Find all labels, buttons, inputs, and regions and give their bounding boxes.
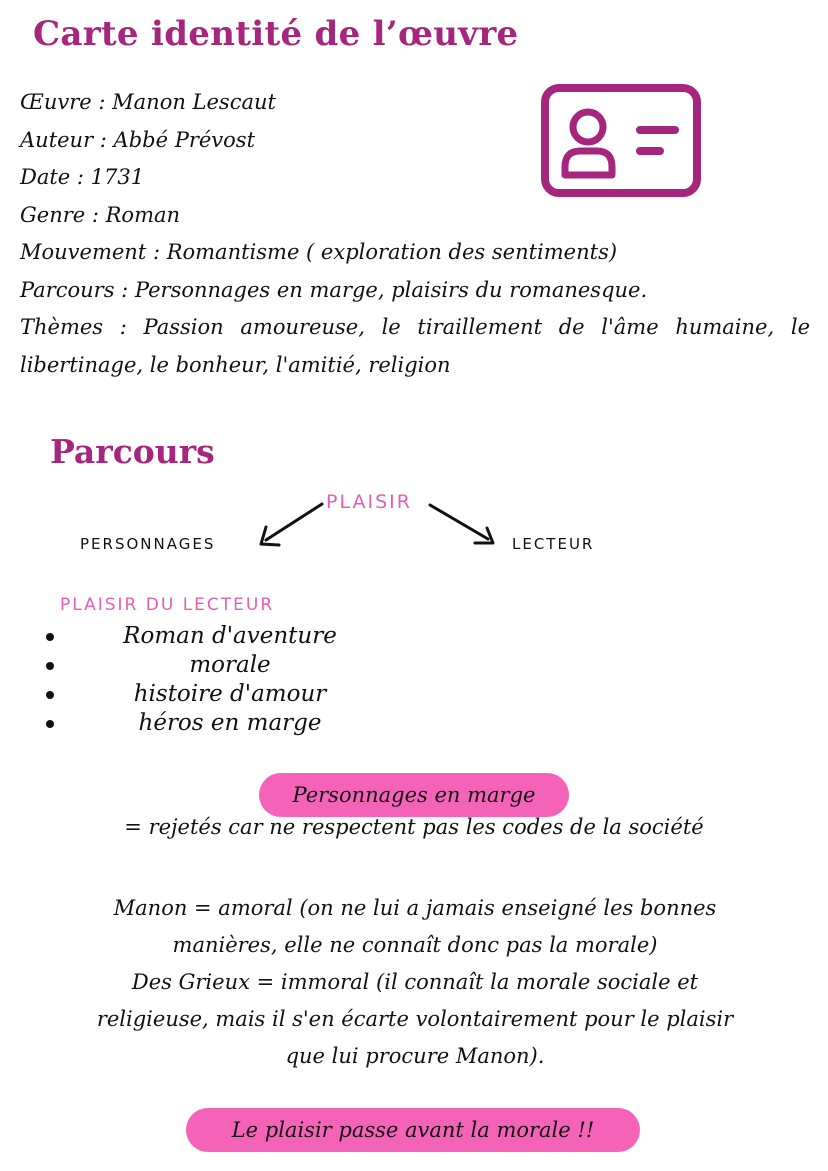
highlight-conclusion: Le plaisir passe avant la morale !!	[186, 1108, 640, 1152]
characters-paragraph	[25, 890, 805, 1075]
arrow-right-head	[475, 528, 493, 543]
highlight-personnages-en-marge: Personnages en marge	[259, 773, 569, 817]
info-themes: Thèmes : Passion amoureuse, le tiraillement de l'âme humaine, le libertinage, le bonheur, l'amitié, religion	[20, 315, 810, 377]
arrow-left-head	[261, 527, 279, 545]
arrow-left	[266, 504, 322, 540]
list-item: morale	[40, 651, 380, 680]
list-item: héros en marge	[40, 709, 380, 738]
definition-line: = rejetés car ne respectent pas les codes de la société	[124, 815, 704, 839]
subheading-plaisir-lecteur: PLAISIR DU LECTEUR	[60, 595, 275, 615]
arrow-right	[430, 505, 488, 539]
bullet-dot-icon	[46, 691, 54, 699]
manon-line-2: manières, elle ne connaît donc pas la morale)	[172, 933, 658, 957]
info-genre: Genre : Roman	[20, 202, 181, 227]
list-item: histoire d'amour	[40, 680, 380, 709]
info-oeuvre: Œuvre : Manon Lescaut	[20, 90, 276, 114]
section-title-parcours: Parcours	[50, 432, 215, 471]
bullet-list	[40, 622, 380, 738]
bullet-dot-icon	[46, 633, 54, 641]
branch-personnages: PERSONNAGES	[80, 535, 216, 553]
manon-line-1: Manon = amoral (on ne lui a jamais enseigné les bonnes	[113, 896, 717, 920]
branch-lecteur: LECTEUR	[512, 535, 595, 553]
grieux-line-2: religieuse, mais il s'en écarte volontairement pour le plaisir	[96, 1007, 734, 1031]
info-mouvement: Mouvement : Romantisme ( exploration des sentiments)	[20, 240, 618, 264]
bullet-dot-icon	[46, 720, 54, 728]
plaisir-center-label: PLAISIR	[326, 491, 412, 513]
bullet-dot-icon	[46, 662, 54, 670]
info-parcours: Parcours : Personnages en marge, plaisirs du romanesque.	[20, 277, 648, 302]
grieux-line-3: que lui procure Manon).	[285, 1044, 545, 1068]
grieux-line-1: Des Grieux = immoral (il connaît la morale sociale et	[131, 970, 699, 994]
info-block	[20, 84, 810, 384]
info-auteur: Auteur : Abbé Prévost	[20, 127, 256, 152]
list-item: Roman d'aventure	[40, 622, 380, 651]
info-date: Date : 1731	[20, 165, 145, 189]
page-title: Carte identité de l’œuvre	[33, 14, 519, 54]
